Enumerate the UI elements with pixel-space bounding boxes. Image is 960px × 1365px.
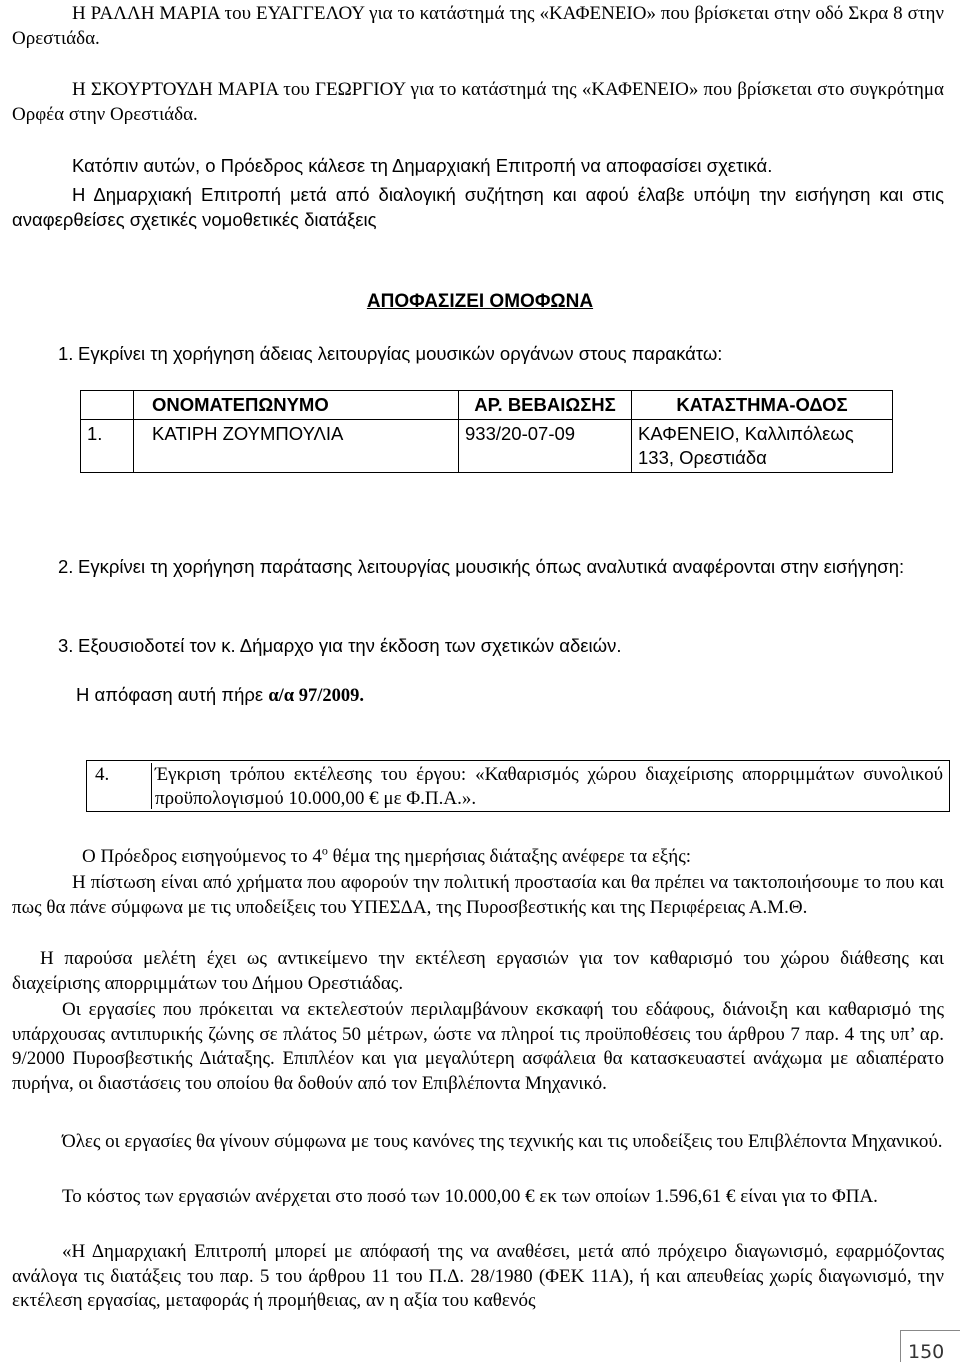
table-header-cell: ΟΝΟΜΑΤΕΠΩΝΥΜΟ [134,391,459,420]
body-paragraph-2 [12,947,944,996]
table-header-cell: ΑΡ. ΒΕΒΑΙΩΣΗΣ [459,391,632,420]
paragraph-text: Οι εργασίες που πρόκειται να εκτελεστούν περιλαμβάνουν εκσκαφή του εδάφους, διάνοιξη και καθαρισμό της υπάρχουσας αντιπυρικής ζώνης σε πλάτος 50 μέτρων, ώστε να πληροί τις προϋποθέσεις του άρθρου 7 παρ. 4 της υπ’ αρ. 9/2000 Πυροσβεστικής Διάταξης. Επιπλέον και για μεγαλύτερη ασφάλεια θα κατασκευαστεί ανάχωμα με αδιαπέρατο πυρήνα, οι διαστάσεις του οποίου θα δοθούν από τον Επιβλέποντα Μηχανικό. [12,999,944,1094]
paragraph-president-call [12,154,944,179]
body-intro-superscript: ο [321,843,328,858]
body-intro-text: Ο Πρόεδρος εισηγούμενος το 4 [82,846,322,867]
table-header-cell: ΚΑΤΑΣΤΗΜΑ-ΟΔΟΣ [632,391,893,420]
table-header-row [81,391,893,420]
paragraph-committee [12,183,944,232]
decision-item-3 [58,634,944,658]
paragraph-text: Η πίστωση είναι από χρήματα που αφορούν την πολιτική προστασία και θα πρέπει να τακτοποιήσουμε το που και πως θα πάνε σύμφωνα με τις υποδείξεις του ΥΠΕΣΔΑ, της Πυροσβεστικής και της Περιφέρειας Α.Μ.Θ. [12,872,944,918]
paragraph-skourtoudi [12,78,944,127]
paragraph-text: Όλες οι εργασίες θα γίνουν σύμφωνα με τους κανόνες της τεχνικής και τις υποδείξεις του Επιβλέποντα Μηχανικού. [62,1131,943,1152]
paragraph-text: Η ΣΚΟΥΡΤΟΥΔΗ ΜΑΡΙΑ του ΓΕΩΡΓΙΟΥ για το κατάστημά της «ΚΑΦΕΝΕΙΟ» που βρίσκεται στο συγκρότημα Ορφέα στην Ορεστιάδα. [12,79,944,125]
item-number: 2. [58,556,74,577]
paragraph-text: Το κόστος των εργασιών ανέρχεται στο ποσό των 10.000,00 € εκ των οποίων 1.596,61 € είναι για το ΦΠΑ. [62,1186,878,1207]
paragraph-text: «Η Δημαρχιακή Επιτροπή μπορεί με απόφασή της να αναθέσει, μετά από πρόχειρο διαγωνισμό, εφαρμόζοντας ανάλογα τις διατάξεις του παρ. 5 του άρθρου 11 του Π.Δ. 28/1980 (ΦΕΚ 11Α), ή και απευθείας χωρίς διαγωνισμό, την εκτέλεση εργασίας, μεταφοράς ή προμήθειας, αν η αξία του καθενός [12,1241,944,1311]
paragraph-text: Η ΡΑΛΛΗ ΜΑΡΙΑ του ΕΥΑΓΓΕΛΟΥ για το κατάστημά της «ΚΑΦΕΝΕΙΟ» που βρίσκεται στην οδό Σκρα 8 στην Ορεστιάδα. [12,3,944,49]
table-cell: 933/20-07-09 [459,420,632,473]
body-paragraph-4 [12,1130,944,1155]
decision-item-2 [58,555,944,579]
body-paragraph-1 [12,871,944,920]
item-number: 1. [58,343,74,364]
paragraph-text: Η παρούσα μελέτη έχει ως αντικείμενο την εκτέλεση εργασιών για τον καθαρισμό του χώρου διάθεσης και διαχείρισης απορριμμάτων του Δήμου Ορεστιάδας. [12,948,944,994]
table-cell: ΚΑΤΙΡΗ ΖΟΥΜΠΟΥΛΙΑ [134,420,459,473]
body-paragraph-6 [12,1240,944,1314]
item-text: Εγκρίνει τη χορήγηση παράτασης λειτουργίας μουσικής όπως αναλυτικά αναφέρονται στην εισήγηση: [78,556,905,577]
decision-number-line [76,683,364,709]
item-text: Εγκρίνει τη χορήγηση άδειας λειτουργίας μουσικών οργάνων στους παρακάτω: [78,343,723,364]
body-intro-text-end: θέμα της ημερήσιας διάταξης ανέφερε τα εξής: [327,846,692,867]
decision-heading: ΑΠΟΦΑΣΙΖΕΙ ΟΜΟΦΩΝΑ [366,291,594,312]
table-row [81,420,893,473]
page-number-rule-top [900,1330,960,1331]
table-header-cell [81,391,134,420]
paragraph-text: Η Δημαρχιακή Επιτροπή μετά από διαλογική συζήτηση και αφού έλαβε υπόψη την εισήγηση και στις αναφερθείσες σχετικές νομοθετικές διατάξεις [12,184,944,230]
paragraph-text: Κατόπιν αυτών, ο Πρόεδρος κάλεσε τη Δημαρχιακή Επιτροπή να αποφασίσει σχετικά. [72,155,773,176]
table-cell: ΚΑΦΕΝΕΙΟ, Καλλιπόλεως 133, Ορεστιάδα [632,420,893,473]
table-cell: 1. [81,420,134,473]
decision-item-1 [58,342,944,366]
item-number: 4. [95,763,152,809]
paragraph-ralli [12,2,944,51]
body-paragraph-3 [12,998,944,1096]
page-number: 150 [908,1341,945,1363]
license-table [80,390,893,473]
page-number-rule [900,1330,901,1362]
decision-prefix: Η απόφαση αυτή πήρε [76,684,269,705]
agenda-item-4-box [86,760,950,812]
body-intro [82,845,944,870]
item-number: 3. [58,635,74,656]
body-paragraph-5 [12,1185,944,1210]
item-text: Έγκριση τρόπου εκτέλεσης του έργου: «Καθαρισμός χώρου διαχείρισης απορριμμάτων συνολικού προϋπολογισμού 10.000,00 € με Φ.Π.Α.». [155,764,943,809]
item-text: Εξουσιοδοτεί τον κ. Δήμαρχο για την έκδοση των σχετικών αδειών. [78,635,622,656]
decision-number: α/α 97/2009. [268,686,364,706]
